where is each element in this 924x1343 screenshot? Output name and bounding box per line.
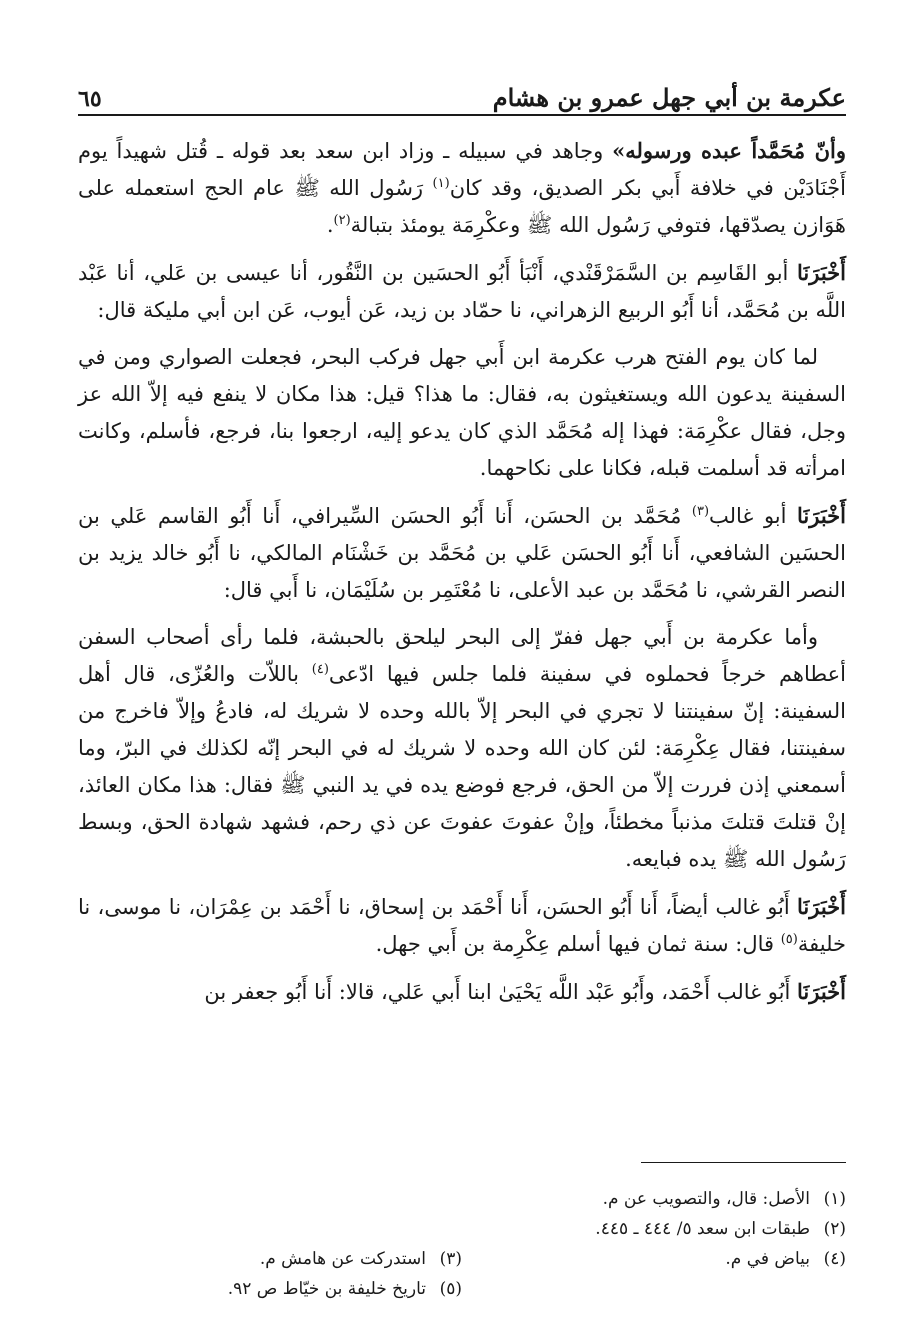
- paragraph: [78, 132, 846, 244]
- footnote-marker: (٣): [691, 504, 710, 519]
- text-run: وجاهد في سبيله ـ وزاد ابن سعد بعد قوله ـ قُتل شهيداً يوم أَجْنَادَيْن في خلافة أَبي بكر الصديق، وقد كان: [78, 139, 846, 200]
- text-run: وأما عكرمة بن أَبي جهل ففرّ إلى البحر ليلحق بالحبشة، فلما رأى أصحاب السفن أعطاهم خرجاً فحملوه في سفينة فلما جلس فيها ادّعى: [78, 625, 846, 686]
- footnote-number: (٤): [823, 1249, 846, 1269]
- paragraph: [78, 254, 846, 329]
- narration-keyword: أَخْبَرَنَا: [797, 979, 846, 1004]
- footnote-text: تاريخ خليفة بن خيّاط ص ٩٢.: [227, 1279, 426, 1299]
- footnote-separator: [641, 1162, 846, 1163]
- footnote-row: [78, 1244, 846, 1274]
- footnote-left-column: [78, 1214, 462, 1244]
- paragraph: [78, 973, 846, 1011]
- page-number: ٦٥: [78, 86, 102, 112]
- footnote-left-column: [78, 1274, 462, 1304]
- footnote-right-column: [462, 1214, 846, 1244]
- footnote-marker: (٤): [311, 662, 329, 677]
- footnote-marker: (١): [432, 176, 450, 191]
- footnote-row: [78, 1214, 846, 1244]
- footnotes: [78, 1184, 846, 1304]
- header-rule: [78, 114, 846, 116]
- text-run: قال: سنة ثمان فيها أسلم عِكْرِمة بن أَبي جهل.: [375, 932, 781, 956]
- narration-keyword: أَخْبَرَنَا: [797, 260, 846, 285]
- running-title: عكرمة بن أبي جهل عمرو بن هشام: [492, 83, 846, 112]
- text-run: باللاّت والعُزّى، قال أهل السفينة: إنّ سفينتنا لا تجري في البحر إلاّ بالله وحده لا شريك له، فادعُ وإلاّ فاخرج من سفينتنا، فقال عِكْرِمَة: لئن كان الله وحده لا شريك له في البحر إنّه لكذلك في البرّ، وما أسمعني إذن فررت إلاّ من الحق، فرجع فوضع يده في يد النبي ﷺ فقال: هذا مكان العائذ، إنْ قتلتَ قتلتَ مذنباً مخطئاً، وإنْ عفوتَ عفوتَ عن ذي رحم، فشهد شهادة الحق، وبسط رَسُول الله ﷺ يده فبايعه.: [78, 662, 846, 871]
- paragraph: [78, 888, 846, 963]
- footnote-number: (٥): [439, 1279, 462, 1299]
- footnote-right-column: [462, 1184, 846, 1214]
- narration-keyword: أَخْبَرَنَا: [797, 503, 846, 528]
- narration-keyword: وأنّ مُحَمَّداً عبده ورسوله»: [612, 138, 846, 163]
- footnote-row: [78, 1274, 846, 1304]
- footnote-number: (٣): [439, 1249, 462, 1269]
- footnote-right-column: [462, 1274, 846, 1304]
- text-run: أبو القَاسِم بن السَّمَرْقَنْدي، أَنْبَأ أَبُو الحسَين بن النَّقُور، أنا عيسى بن عَلي، أنا عَبْد اللَّه بن مُحَمَّد، أنا أَبُو الربيع الزهراني، نا حمّاد بن زيد، عَن أيوب، عَن ابن أبي مليكة قال:: [78, 261, 846, 322]
- text-run: أَبُو غالب أيضاً، أَنا أَبُو الحسَن، أَنا أَحْمَد بن إسحاق، نا أَحْمَد بن عِمْرَان، نا موسى، نا خليفة: [78, 895, 846, 956]
- text-run: أبو غالب: [709, 504, 798, 528]
- footnote-text: طبقات ابن سعد ٥/ ٤٤٤ ـ ٤٤٥.: [595, 1219, 810, 1239]
- footnote-text: استدركت عن هامش م.: [259, 1249, 426, 1269]
- footnote-marker: (٢): [333, 213, 351, 228]
- text-run: مُحَمَّد بن الحسَن، أَنا أَبُو الحسَن السِّيرافي، أَنا أَبُو القاسم عَلي بن الحسَين الشافعي، أَنا أَبُو الحسَن عَلي بن مُحَمَّد بن خَشْنَام المالكي، نا أَبُو خالد يزيد بن النصر القرشي، نا مُحَمَّد بن عبد الأعلى، نا مُعْتَمِر بن سُلَيْمَان، نا أَبي قال:: [78, 504, 846, 602]
- paragraph: [78, 619, 846, 878]
- footnote-number: (٢): [823, 1219, 846, 1239]
- text-run: رَسُول الله ﷺ عام الحج استعمله على هَوَازن يصدّقها، فتوفي رَسُول الله ﷺ وعكْرِمَة يومئذ بتبالة: [78, 176, 846, 237]
- footnote-text: الأصل: قال، والتصويب عن م.: [602, 1189, 810, 1209]
- footnote-row: [78, 1184, 846, 1214]
- footnote-number: (١): [823, 1189, 846, 1209]
- footnote-left-column: [78, 1184, 462, 1214]
- paragraph: [78, 339, 846, 487]
- footnote-right-column: [462, 1244, 846, 1274]
- text-run: لما كان يوم الفتح هرب عكرمة ابن أَبي جهل فركب البحر، فجعلت الصواري ومن في السفينة يدعون الله ويستغيثون به، فقال: ما هذا؟ قيل: هذا مكان لا ينفع فيه إلاّ الله عز وجل، فقال عكْرِمَة: فهذا إله مُحَمَّد الذي كان يدعو إليه، ارجعوا بنا، فرجع، فأسلم، وكانت امرأته قد أسلمت قبله، فكانا على نكاحهما.: [78, 345, 846, 480]
- footnote-text: بياض في م.: [725, 1249, 810, 1269]
- footnote-left-column: [78, 1244, 462, 1274]
- narration-keyword: أَخْبَرَنَا: [797, 894, 846, 919]
- body-text: [78, 132, 846, 1021]
- text-run: .: [326, 213, 334, 237]
- paragraph: [78, 497, 846, 609]
- page-header: [78, 78, 846, 112]
- text-run: أَبُو غالب أَحْمَد، وأَبُو عَبْد اللَّه يَحْيَىٰ ابنا أَبي عَلي، قالا: أَنا أَبُو جعفر بن: [204, 980, 798, 1004]
- footnote-marker: (٥): [780, 932, 798, 947]
